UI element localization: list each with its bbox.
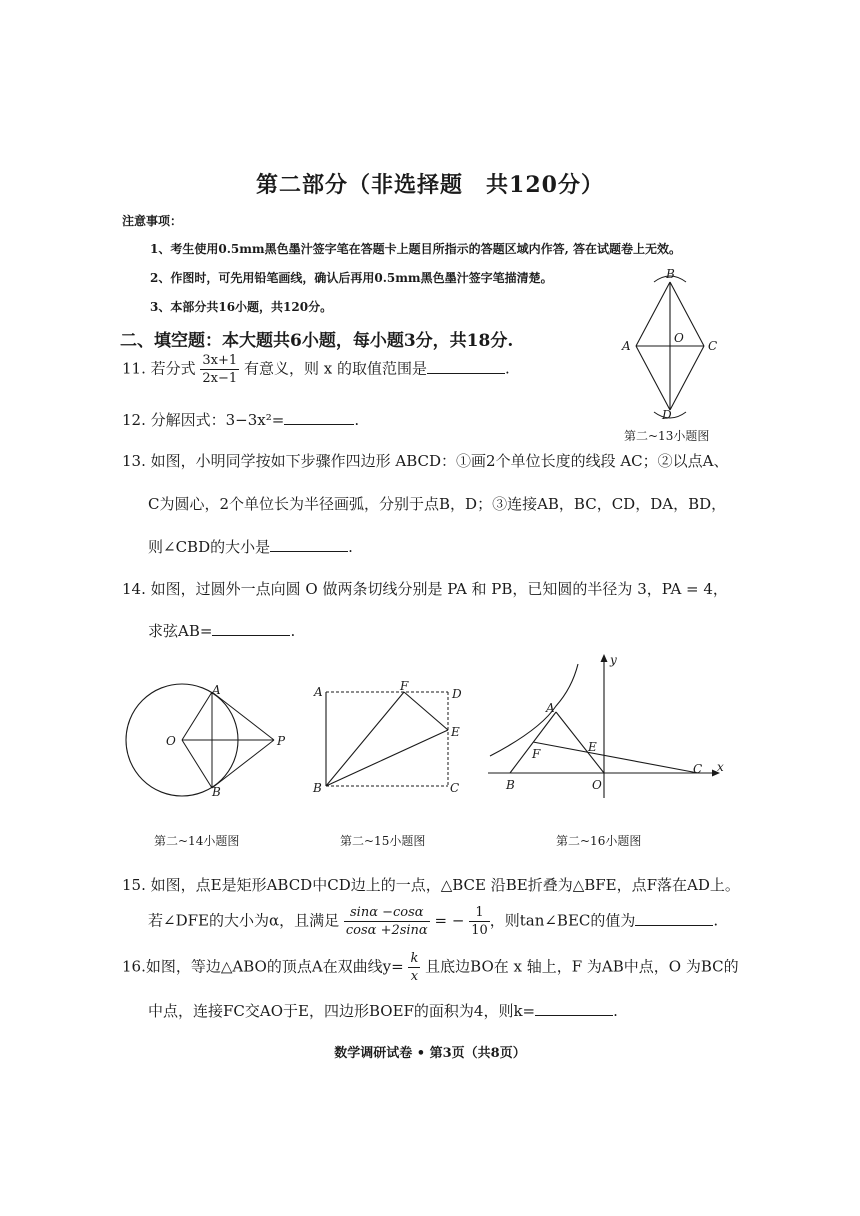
- fig14-label-p: P: [277, 734, 286, 748]
- fig16-label-x: x: [717, 760, 724, 774]
- fig13-label-c: C: [708, 339, 718, 353]
- fig16-label-e: E: [588, 740, 597, 754]
- q16-line-2: [148, 1000, 618, 1021]
- fig15-label-d: D: [452, 687, 462, 701]
- q13-line-1: 13. 如图，小明同学按如下步骤作四边形 ABCD：①画2个单位长度的线段 AC；②以点A、: [122, 452, 729, 470]
- fig16-caption: 第二~16小题图: [556, 834, 642, 848]
- fig15-caption: 第二~15小题图: [340, 834, 426, 848]
- q16-answer-blank[interactable]: [535, 1001, 613, 1016]
- fig16-label-o: O: [592, 778, 602, 792]
- q13-answer-blank[interactable]: [270, 537, 348, 552]
- section-heading: 二、填空题：本大题共6小题，每小题3分，共18分.: [120, 331, 514, 351]
- q14-answer-blank[interactable]: [212, 621, 290, 636]
- q14-line-2: [148, 620, 295, 641]
- q11-frac-num: 3x+1: [202, 353, 238, 368]
- q15-end: .: [713, 911, 719, 930]
- fig14-label-o: O: [166, 734, 176, 748]
- q12-prefix: 12. 分解因式：3−3x²=: [122, 411, 285, 429]
- fig16-label-f: F: [532, 747, 541, 761]
- page-footer: 数学调研试卷 • 第3页（共8页）: [334, 1046, 526, 1061]
- q13-line-3: [148, 536, 353, 557]
- q15-fraction-2: [469, 906, 490, 937]
- q15-frac1-num: sinα −cosα: [344, 906, 430, 922]
- fig15-label-b: B: [313, 781, 322, 795]
- q15-line-1: 15. 如图，点E是矩形ABCD中CD边上的一点，△BCE 沿BE折叠为△BFE，点F落在AD上。: [122, 876, 740, 894]
- q12-answer-blank[interactable]: [284, 410, 354, 425]
- notice-item-2: 2、作图时，可先用铅笔画线，确认后再用0.5mm黑色墨汁签字笔描清楚。: [150, 271, 553, 285]
- q11-fraction: [200, 354, 239, 385]
- q15-eq: = −: [434, 911, 465, 930]
- fig14-label-b: B: [212, 785, 221, 799]
- q14-line-1: 14. 如图，过圆外一点向圆 O 做两条切线分别是 PA 和 PB，已知圆的半径为 3，PA = 4，: [122, 580, 728, 598]
- fig16-label-y: y: [610, 653, 617, 667]
- q13-line-3-text: 则∠CBD的大小是: [148, 538, 271, 556]
- q13-end: .: [348, 538, 353, 556]
- fig13-label-o: O: [674, 331, 684, 345]
- notice-item-1: 1、考生使用0.5mm黑色墨汁签字笔在答题卡上题目所指示的答题区域内作答, 答在试题卷上无效。: [150, 242, 681, 256]
- q15-frac2-den: 10: [471, 923, 488, 938]
- fig13-caption: 第二~13小题图: [624, 429, 710, 443]
- notice-item-3: 3、本部分共16小题，共120分。: [150, 300, 333, 314]
- q15-fraction-1: [344, 906, 430, 937]
- q14-line-2-text: 求弦AB=: [148, 622, 213, 640]
- q15-line-2-prefix: 若∠DFE的大小为α，且满足: [148, 911, 340, 930]
- figure-14: [120, 678, 300, 802]
- fig15-label-a: A: [314, 685, 323, 699]
- q16-line-1-suffix: 且底边BO在 x 轴上，F 为AB中点，O 为BC的: [425, 957, 739, 976]
- fig16-label-a: A: [546, 701, 555, 715]
- notice-heading: 注意事项：: [122, 214, 183, 228]
- figure-13: [612, 262, 730, 448]
- q16-end: .: [613, 1002, 618, 1020]
- fig15-label-c: C: [450, 781, 460, 795]
- q15-frac1-den: cosα +2sinα: [345, 923, 428, 938]
- question-11: [122, 354, 510, 385]
- q12-end: .: [354, 411, 360, 429]
- q15-line-2-suffix: ，则tan∠BEC的值为: [489, 911, 636, 930]
- fig13-label-a: A: [622, 339, 631, 353]
- fig15-label-f: F: [400, 680, 409, 693]
- figure-15: [308, 680, 468, 800]
- q11-prefix: 11. 若分式: [122, 359, 196, 378]
- q11-suffix: 有意义，则 x 的取值范围是: [243, 359, 427, 378]
- q11-frac-den: 2x−1: [202, 371, 238, 386]
- fig16-label-c: C: [693, 762, 703, 776]
- page-title: 第二部分（非选择题 共120分）: [256, 172, 604, 198]
- q15-answer-blank[interactable]: [635, 911, 713, 926]
- q16-frac-num: k: [410, 951, 419, 966]
- q15-frac2-num: 1: [469, 906, 490, 922]
- q13-line-2: C为圆心，2个单位长为半径画弧，分别于点B，D；③连接AB，BC，CD，DA，BD，: [148, 495, 727, 513]
- fig14-label-a: A: [212, 683, 221, 697]
- q16-line-1-prefix: 16.如图，等边△ABO的顶点A在双曲线y=: [122, 957, 404, 976]
- q11-answer-blank[interactable]: [427, 359, 505, 374]
- figure-16: [484, 650, 734, 800]
- question-12: [122, 409, 359, 430]
- q16-line-2-text: 中点，连接FC交AO于E，四边形BOEF的面积为4，则k=: [148, 1002, 536, 1020]
- q15-line-2: [148, 906, 718, 937]
- q16-fraction: [408, 952, 420, 983]
- q16-frac-den: x: [410, 969, 419, 984]
- q14-end: .: [290, 622, 296, 640]
- q11-end: .: [504, 359, 510, 378]
- fig13-label-b: B: [666, 267, 675, 281]
- fig16-label-b: B: [506, 778, 515, 792]
- fig15-label-e: E: [451, 725, 460, 739]
- fig13-label-d: D: [662, 408, 672, 422]
- q16-line-1: [122, 952, 739, 983]
- fig14-caption: 第二~14小题图: [154, 834, 240, 848]
